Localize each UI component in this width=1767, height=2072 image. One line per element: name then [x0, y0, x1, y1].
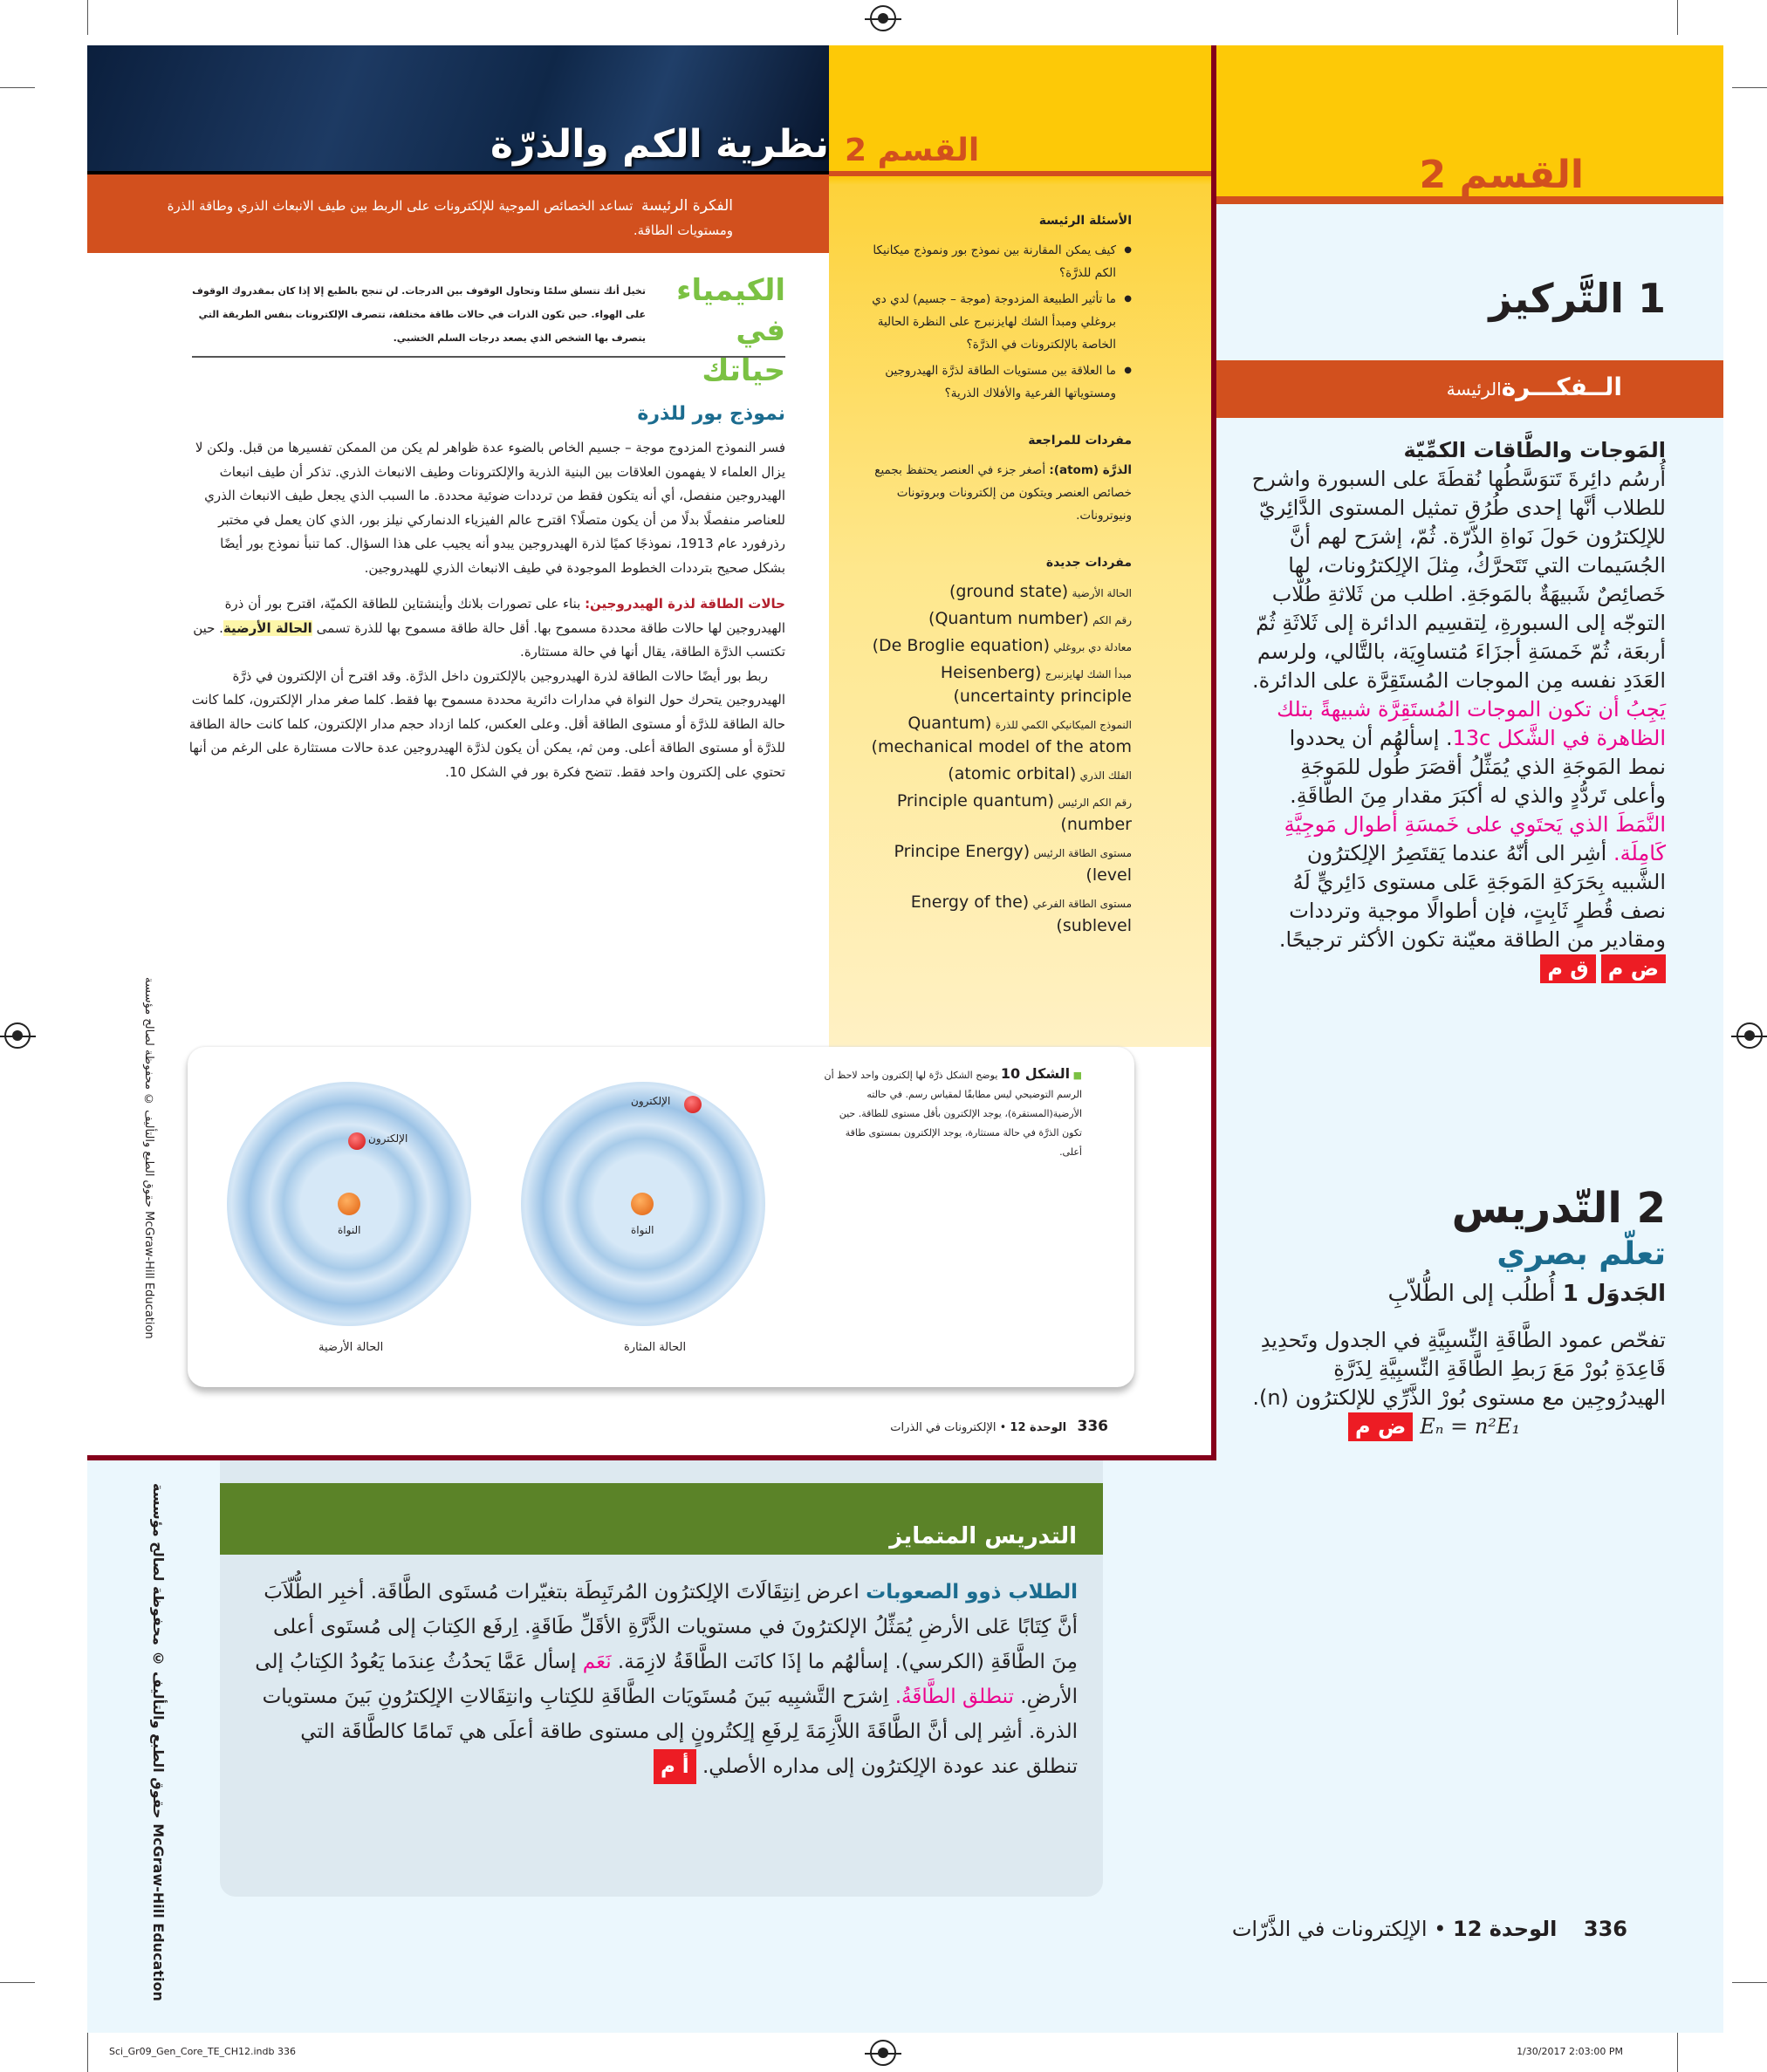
vocab-en: (Principle quantum number) [896, 791, 1132, 834]
vocab-ar: مستوى الطاقة الرئيس [1033, 847, 1132, 859]
vocab-ar: الحالة الأرضية [1072, 587, 1132, 599]
registration-mark-icon [870, 2040, 896, 2066]
main-idea-label: الفكرة الرئيسة [640, 197, 733, 215]
crop-mark [1732, 87, 1767, 88]
paragraph: فسر النموذج المزدوج موجة – جسيم الخاص بالضوء عدة ظواهر لم يكن من الممكن تفسيرها من قبل. ولكن لا يزال العلماء لا يفهمون العلاقات بين البنية الذرية والإلكترونات وطيف الانبعاث الذري. تذكر أن طيف انبعاث الهيدروجين منفصل، أي أنه يتكون فقط من ترددات ضوئية محددة. ما السبب الذي يجعل طيف الانبعاث الذري للعناصر منفصلًا بدلًا من أن يكون متصلًا؟ اقترح عالم الفيزياء الدنماركي نيلز بور، الذي كان يعمل في مختبر رذرفورد عام 1913، نموذجًا كميًا لذرة الهيدروجين يبدو أنه يجيب على هذا السؤال. كما تنبأ نموذج بور أيضًا بشكل صحيح بترددات الخطوط الموجودة في طيف الانبعاث الذري للهيدروجين. [195, 440, 785, 576]
nucleus-icon [631, 1193, 654, 1215]
unit-title: الإلِكترونات في الذَّرّات [1231, 1917, 1428, 1941]
vocab-en: (atomic orbital) [948, 764, 1077, 783]
level-badge: ق م [1540, 954, 1595, 983]
section-heading: نموذج بور للذرة [637, 403, 785, 425]
crop-mark [87, 2033, 88, 2072]
caption-text: يوضح الشكل ذرَّة لها إلكترون واحد لاحظ أن الرسم التوضيحي ليس مطابقًا لمقياس رسم. في حالته الأرضية(المستقرة)، يوجد الإلكترون بأقل مستوى للطاقة. حين تكون الذرَّة في حالة مستثارة، يوجد الإلكترون بمستوى طاقة أعلى. [824, 1070, 1082, 1158]
answer-text: يَجِبُ أن تكون الموجات المُستَقِرَّة شبيهةً بتلك الظاهرة في الشَّكل 13c [1277, 697, 1666, 750]
struggling-students-label: الطلاب ذوو الصعوبات [866, 1581, 1078, 1604]
vocab-en: (Quantum number) [928, 609, 1089, 628]
copyright-text: حقوق الطبع والتأليف © محفوظة لصالح مؤسسة McGraw-Hill Education [150, 1483, 167, 2001]
nucleus-icon [338, 1193, 360, 1215]
key-term: الحالة الأرضية [223, 619, 312, 636]
electron-label: الإلكترون [368, 1132, 408, 1145]
text: أُطلُب إلى الطُّلاّبِ [1387, 1281, 1556, 1307]
text: . حين تكتسب الذرَّة الطاقة، يقال أنها في حالة مستثارة. [193, 619, 785, 660]
page-number: 336 [1077, 1418, 1108, 1435]
table-label: الجَدوَل 1 [1562, 1281, 1666, 1307]
teacher-footer: 336 الوحدة 12 • الإلِكترونات في الذَّرّات [1231, 1917, 1627, 1941]
differentiated-instruction-heading: التدريس المتمايز [220, 1483, 1103, 1555]
paragraph: تفحّص عمود الطَّاقَةِ النِّسبِيَّةِ في الجدول وتَحدِيدِ قَاعِدَةِ بُورْ مَعَ رَبطِ الطَّاقَةِ النِّسبِيَّةِ لِذَرَّةِ الهيدرُوجِين مع مستوى بُورْ الذَّرِّي للإلكترُون (n). [1252, 1328, 1666, 1410]
vocab-ar: مستوى الطاقة الفرعي [1032, 898, 1132, 910]
text: اعرض اِنتِقَالَاتَ الإلِكترُون المُرتَبِطَة بتغيّرات مُستَوى الطَّاقَة. أخبِر الطُّلّاَبَ أنَّ كِتَابًا عَلى الأرضِ يُمَثِّلُ الإلكترُونَ في مستويات الذَّرَّةِ الأقَلِّ طَاقَةٍ. اِرفَع الكِتابَ إلى مُستَوى أعلى مِنَ الطَّاقَةِ (الكرسي). إسألهُم ما إذَا كانَت الطَّاقَةُ لازِمَة. [264, 1581, 1078, 1673]
divider [1216, 196, 1723, 204]
vocab-ar: معادلة دي بروغلي [1053, 641, 1132, 653]
page-footer: 336 الوحدة 12 • الإلكترونات في الذرات [890, 1418, 1108, 1435]
vocab-en: (De Broglie equation) [872, 636, 1051, 655]
body-text [188, 436, 785, 784]
page-title: نظرية الكم والذرّة [490, 122, 829, 167]
figure-label: الشكل 10 [1000, 1065, 1071, 1082]
text: . إسألهُم أن يحددوا نمط المَوجَةِ الذي يُمَثِّلُ أقصَرَ طُول للمَوجَةِ وأعلى تَردُّدٍ والذي له أكبَرَ مقدار مِنَ الطَّاقَةِ. [1289, 726, 1666, 808]
file-slug: Sci_Gr09_Gen_Core_TE_CH12.indb 336 [109, 2046, 296, 2057]
question-item: ● ما تأثير الطبيعة المزدوجة (موجة – جسيم) لدي دي بروغلي ومبدأ الشك لهايزنبرج على النظرة الحالية الخاصة بالإلكترونات في الذرَّة؟ [851, 288, 1132, 356]
text: بناء على تصورات بلانك وأينشتاين للطاقة الكميّة، اقترح بور أن ذرة الهيدروجين لها حالات طاقة محددة مسموح بها. أقل حالة طاقة مسموح بها للذرة تسمى [224, 596, 785, 636]
registration-mark-icon [1736, 1022, 1763, 1049]
text: أُرسُم دائِرةَ تَتوَسَّطُها نُقطَةَ على السبورة واشرح للطلاب أنَّها إحدى طُرُقِ تمثيل المستوى الدَّائِريّ للإلِكترُون حَولَ نَواةِ الذّرّة. ثُمّ، إشرَح لهم أنَّ الجُسَيمات التي تَتَحرَّكُ، مِثلَ الإلِكترُونات، لها خَصائِصٌ شَبيهَةٌ بالمَوجَةِ. اطلب من ثَلاثةِ طُلّاب التوجّه إلى السبورةِ، لِتقسِيم الدائرة إلى ثَلاثَةِ ثُمّ أربعَة، ثُمّ خَمسَةِ أجزَاءَ مُتساوِيَة، بالتَّالي، ولرسم العَدَدِ نفسه مِن الموجات المُستَقِرَّة على الدائرة. [1251, 467, 1666, 693]
vocab-en: (Quantum mechanical model of the atom) [871, 714, 1132, 756]
registration-mark-icon [870, 5, 896, 31]
electron-label: الإلكترون [631, 1095, 671, 1107]
crop-mark [0, 87, 35, 88]
waves-heading: المَوجات والطَّاقات الكمِّيّة [1403, 438, 1666, 462]
crop-mark [1677, 2033, 1678, 2072]
vocab-en: (Energy of the sublevel) [910, 892, 1132, 935]
teach-heading: 2 التّدريس [1451, 1184, 1666, 1233]
question-item: ● كيف يمكن المقارنة بين نموذج بور ونموذج ميكانيكا الكم للذرَّة؟ [851, 239, 1132, 284]
sidebar-content [851, 209, 1132, 942]
vocab-item [851, 763, 1132, 787]
differentiated-instruction-text [249, 1575, 1078, 1784]
main-idea-bar [1216, 360, 1723, 418]
crop-mark [0, 1982, 35, 1983]
copyright-text: حقوق الطبع والتأليف © محفوظة لصالح مؤسسة McGraw-Hill Education [142, 977, 155, 1339]
section-label: القسم 2 [1419, 153, 1584, 197]
vocab-ar: الفلك الذري [1079, 769, 1132, 782]
text: أشِر الى أنّهُ عندما يَقتَصِرُ الإلِكترُون الشَّبيه بِحَرَكةِ المَوجَةِ عَلى مستوى دَائِريٍّ لَهُ نصف قُطرٍ ثَابِتٍ، فإن أطوالًا موجية وترددات ومقادير من الطاقة معيّنة تكون الأكثر ترجيحًا. [1278, 841, 1666, 952]
level-badge: ض م [1348, 1412, 1413, 1441]
vocab-item [851, 662, 1132, 709]
title-line: الكيمياء [676, 273, 785, 308]
vocab-ar: مبدأ الشك لهايزنبرج [1044, 668, 1132, 680]
main-idea-strip [87, 174, 829, 253]
chemistry-in-life-title [654, 270, 785, 391]
divider [829, 171, 1211, 176]
registration-mark-icon [4, 1022, 31, 1049]
equation: Eₙ = n²E₁ [1420, 1414, 1521, 1439]
electron-icon [684, 1096, 702, 1113]
main-idea-text: تساعد الخصائص الموجية للإلكترونات على الربط بين طيف الانبعاث الذري وطاقة الذرة ومستويات الطاقة. [167, 198, 733, 238]
chemistry-in-life-box [192, 270, 785, 388]
vocab-item [851, 608, 1132, 632]
crop-mark [1732, 1982, 1767, 1983]
text: اِشرَح التَّشبِيه بَينَ مُستَويَات الطَّاقَةِ للكِتابِ وانتِقَالاتِ الإلِكترُونِ بَينَ مستويات الذرة. أشِر إلى أنَّ الطَّاقَةَ اللاَّزِمَةَ لِرفَعِ إلِكتُرونٍ إلى مستوى طاقة أعلَى هي تَمامًا كالطَّاقَة التي تنطلق عند عودة الإلِكترُون إلى مداره الأصلي. [262, 1686, 1078, 1778]
vocab-definition: أصغر جزء في العنصر يحتفظ بجميع خصائص العنصر ويتكون من إلكترونات وبروتونات ونيوترونات. [874, 463, 1132, 523]
title-line: في حياتك [702, 313, 785, 388]
crop-mark [87, 0, 88, 35]
unit-label: الوحدة 12 [1010, 1421, 1067, 1434]
unit-label: الوحدة 12 [1453, 1917, 1558, 1941]
review-vocab-heading: مفردات للمراجعة [1028, 434, 1132, 448]
question-item: ● ما العلاقة بين مستويات الطاقة لذرَّة الهيدروجين ومستوياتها الفرعية والأفلاك الذرية؟ [851, 359, 1132, 405]
crop-mark [1677, 0, 1678, 35]
excited-state-label: الحالة المثارة [624, 1341, 687, 1354]
answer-text: النَّمَطَ الذي يَحتَوي على خَمسَةِ أطوال مَوجِيَّةِ كَامِلَة. [1284, 812, 1666, 865]
subheading: حالات الطاقة لذرة الهيدروجين: [585, 596, 785, 612]
vocab-ar: رقم الكم الرئيس [1058, 797, 1132, 809]
figure-10-card [188, 1047, 1134, 1387]
nucleus-label: النواة [631, 1224, 654, 1236]
vocab-en: (Principe Energy level) [894, 842, 1132, 885]
new-vocab-heading: مفردات جديدة [1045, 556, 1132, 570]
vocab-ar: النموذج الميكانيكي الكمي للذرة [995, 719, 1132, 731]
level-badge: أ م [654, 1749, 696, 1784]
unit-title: الإلكترونات في الذرات [890, 1421, 997, 1434]
waves-section [1247, 436, 1666, 983]
questions-heading: الأسئلة الرئيسة [1038, 214, 1132, 228]
main-idea-label: الــفكـــرة [1501, 373, 1622, 401]
paragraph [188, 592, 785, 665]
chemistry-in-life-text: تخيل أنك تتسلق سلمًا وتحاول الوقوف بين الدرجات. لن تنجح بالطبع إلا إذا كان بمقدروك الوقوف على الهواء. حين تكون الذرات في حالات طاقة مختلفة، تتصرف الإلكترونات بنفس الطريقة التي يتصرف بها الشخص الذي يصعد درجات السلم الخشبي. [192, 285, 646, 344]
text: إسأل عَمَّا يَحدُثُ عِندَما يَعُودُ الكِتابُ إلى الأرضِ. [255, 1651, 1078, 1708]
focus-heading: 1 التَّركيز [1489, 275, 1666, 322]
vocab-en: (ground state) [949, 582, 1069, 601]
vocab-item [851, 581, 1132, 605]
vocab-item [851, 790, 1132, 838]
answer-text: تنطلق الطَّاقَةُ. [894, 1686, 1014, 1708]
vocab-item [851, 713, 1132, 760]
visual-learning-heading: تعلّم بصري [1496, 1236, 1666, 1272]
vocab-ar: رقم الكم [1092, 614, 1132, 626]
vocab-item [851, 635, 1132, 659]
ground-state-label: الحالة الأرضية [318, 1341, 384, 1354]
figure-caption: ■ الشكل 10 يوضح الشكل ذرَّة لها إلكترون واحد لاحظ أن الرسم التوضيحي ليس مطابقًا لمقياس رسم. في حالته الأرضية(المستقرة)، يوجد الإلكترون بأقل مستوى للطاقة. حين تكون الذرَّة في حالة مستثارة، يوجد الإلكترون بمستوى طاقة أعلى. [824, 1065, 1082, 1158]
vocab-item [851, 892, 1132, 939]
new-vocab-list [851, 581, 1132, 939]
date-slug: 1/30/2017 2:03:00 PM [1517, 2046, 1623, 2057]
teach-section [1247, 1182, 1666, 1441]
vocab-term: الذرَّة (atom): [1049, 463, 1132, 477]
main-idea-label: الرئيسة [1446, 379, 1502, 400]
page-number: 336 [1583, 1917, 1627, 1941]
vocab-en: (Heisenberg uncertainty principle) [940, 663, 1132, 706]
paragraph [1247, 465, 1666, 983]
electron-icon [348, 1132, 366, 1150]
section-label: القسم 2 [845, 133, 980, 168]
paragraph: ربط بور أيضًا حالات الطاقة لذرة الهيدروجين بالإلكترون داخل الذرَّة. وقد اقترح أن الإلكترون في ذرَّة الهيدروجين يتحرك حول النواة في مدارات دائرية محددة مسموح بها فقط. كلما صغر مدار الإلكترون، كلما كانت حالة الطاقة للذرَّة أو مستوى الطاقة أقل. وعلى العكس، كلما ازداد حجم مدار الإلكترون، كلما كانت حالة الطاقة للذرَّة أو مستوى الطاقة أعلى. ومن ثم، يمكن أن يكون لذرَّة الهيدروجين عدة حالات مستثارة على الرغم من أنها تحتوي على إلكترون واحد فقط. تتضح فكرة بور في الشكل 10. [188, 667, 785, 780]
nucleus-label: النواة [338, 1224, 361, 1236]
level-badge: ض م [1601, 954, 1666, 983]
answer-text: نَعَم [582, 1651, 612, 1673]
vocab-item [851, 841, 1132, 888]
